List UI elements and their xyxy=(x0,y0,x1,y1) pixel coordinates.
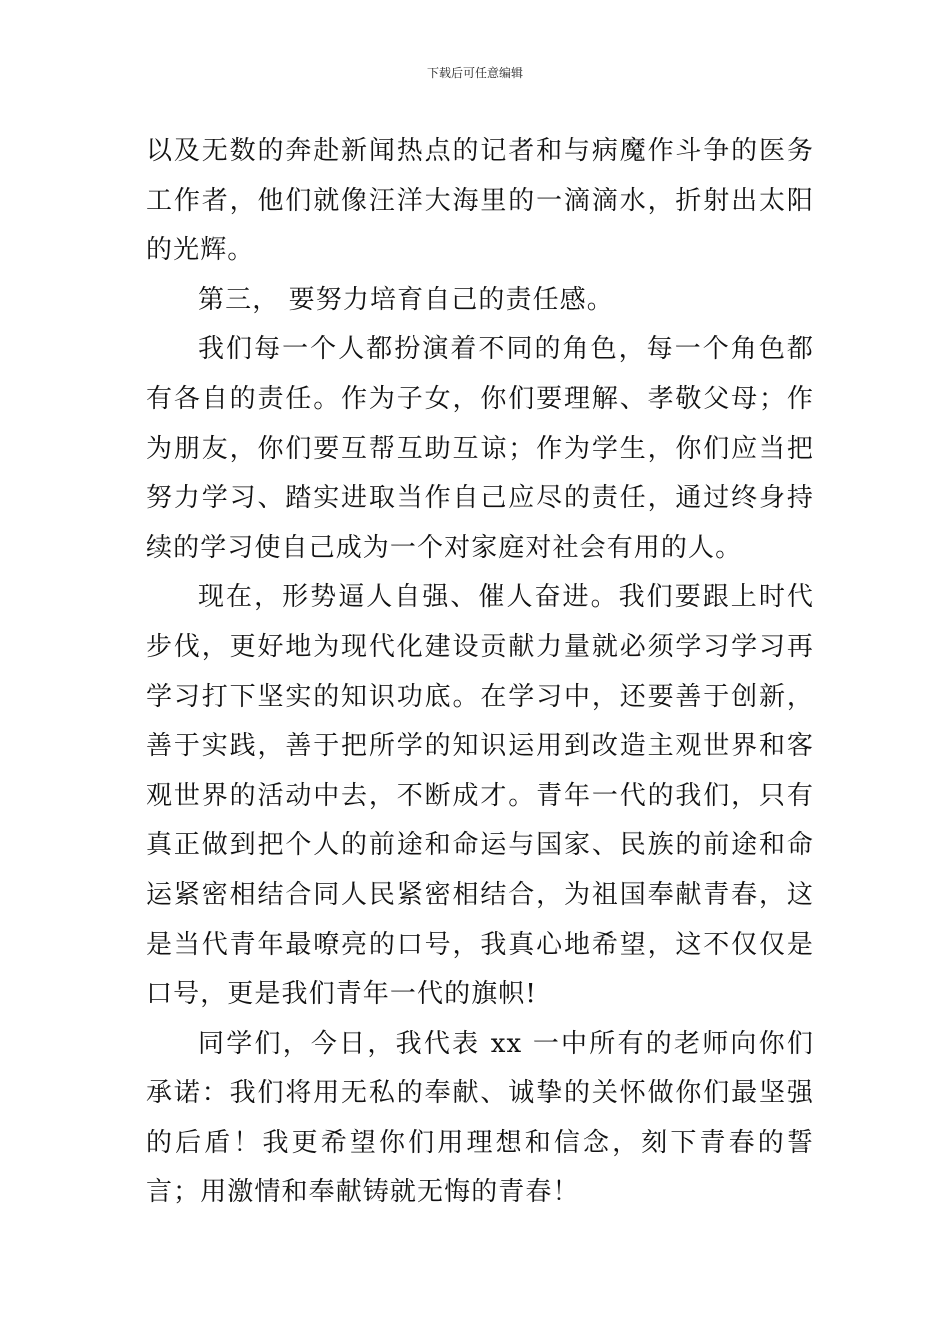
page-header-note: 下载后可任意编辑 xyxy=(426,66,523,80)
paragraph-study: 现在，形势逼人自强、催人奋进。我们要跟上时代步伐，更好地为现代化建设贡献力量就必须学习学习再学习打下坚实的知识功底。在学习中，还要善于创新，善于实践，善于把所学的知识运用到改造主观世界和客观世界的活动中去，不断成才。青年一代的我们，只有真正做到把个人的前途和命运与国家、民族的前途和命运紧密相结合同人民紧密相结合，为祖国奉献青春，这是当代青年最嘹亮的口号，我真心地希望，这不仅仅是口号，更是我们青年一代的旗帜! xyxy=(146,582,814,1010)
paragraph-continuation: 以及无数的奔赴新闻热点的记者和与病魔作斗争的医务工作者，他们就像汪洋大海里的一滴滴水，折射出太阳的光辉。 xyxy=(146,136,814,266)
paragraph-pledge: 同学们，今日，我代表 xx 一中所有的老师向你们承诺：我们将用无私的奉献、诚挚的关怀做你们最坚强的后盾！我更希望你们用理想和信念，刻下青春的誓言；用激情和奉献铸就无悔的青春！ xyxy=(146,1028,814,1208)
paragraph-section-heading: 第三， 要努力培育自己的责任感。 xyxy=(198,284,614,315)
paragraph-responsibility: 我们每一个人都扮演着不同的角色，每一个角色都有各自的责任。作为子女，你们要理解、孝敬父母；作为朋友，你们要互帮互助互谅；作为学生，你们应当把努力学习、踏实进取当作自己应尽的责任，通过终身持续的学习使自己成为一个对家庭对社会有用的人。 xyxy=(146,334,814,563)
document-body xyxy=(146,127,814,1218)
